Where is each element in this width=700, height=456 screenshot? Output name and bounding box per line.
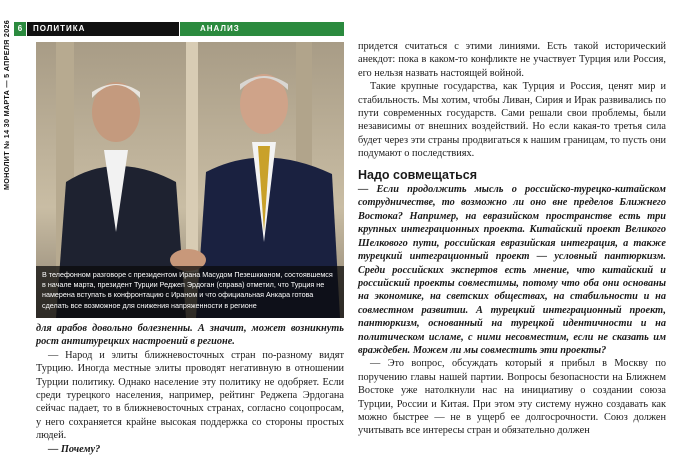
article-photo <box>36 42 344 318</box>
paragraph: Такие крупные государства, как Турция и Россия, ценят мир и стабильность. Мы хотим, чтобы Ливан, Сирия и Ирак развивались по пути современных государств. Сами решали свои проблемы, были независимы от внешних воздействий. Но если какая-то третья сила будет через эти страны продвигаться к нашим границам, то пусть они подумают о последствиях. <box>358 81 666 160</box>
paragraph: придется считаться с этими линиями. Есть такой исторический анекдот: пока в каком-то конфликте не участвует Турция или Россия, его нельзя назвать настоящей войной. <box>358 41 666 79</box>
subsection-title: АНАЛИЗ <box>180 22 344 36</box>
answer-paragraph: — Это вопрос, обсуждать который я прибыл в Москву по поручению главы нашей партии. Вопросы безопасности на Ближнем Востоке уже натолкнули нас на инициативу о создании союза Турции, России и Китая. При этом эту систему нужно создавать как можно быстрее — не в ущерб ее долгосрочности. Союз должен учитывать все интересы стран и обязательно должен <box>358 358 666 437</box>
lead-paragraph: для арабов довольно болезненны. А значит, может возникнуть рост антитурецких настроений в регионе. <box>36 323 344 348</box>
page-number: 6 <box>14 22 26 36</box>
left-column <box>36 322 344 456</box>
right-column <box>358 40 666 438</box>
photo-caption: В телефонном разговоре с президентом Ирана Масудом Пезешкианом, состоявшемся в начале марта, президент Турции Реджеп Эрдоган (справа) отметил, что Турция не намерена вступать в конфронтацию с Ираном и что официальная Анкара готова сделать все возможное для снижения напряженности в регионе <box>36 266 344 318</box>
spine-issue-label: МОНОЛИТ № 14 30 МАРТА — 5 АПРЕЛЯ 2026 <box>2 19 11 190</box>
question: — Почему? <box>48 443 101 455</box>
subheading: Надо совмещаться <box>358 167 478 182</box>
section-header <box>14 22 344 36</box>
paragraph: — Народ и элиты ближневосточных стран по-разному видят Турцию. Иногда местные элиты проводят негативную в отношении Турции политику. Однако население эту политику не одобряет. Если среди турецкого населения, например, рейтинг Реджепа Эрдогана сейчас падает, то в ближневосточных странах, согласно соцопросам, у него сохраняется крайне высокая поддержка со стороны простых людей. <box>36 349 344 442</box>
section-title: ПОЛИТИКА <box>27 22 179 36</box>
question: — Если продолжить мысль о российско-турецко-китайском сотрудничестве, то возможно ли оно вне пределов Ближнего Востока? Например, на евразийском пространстве есть три крупных интеграционных проекта. Китайский проект Великого Шелкового пути, российская евразийская интеграция, а также турецкий интеграционный проект — условный пантюркизм. Среди российских экспертов есть мнение, что китайский и российский проекты совместимы, потому что оба они основаны на экономике, на светских обществах, на стабильности и на совместном развитии. А турецкий интеграционный проект, пантюркизм, основанный на турецкой идентичности и на политическом исламе, с ними несовместим, если не сказать им враждебен. Можем ли мы совместить эти проекты? <box>358 184 666 356</box>
